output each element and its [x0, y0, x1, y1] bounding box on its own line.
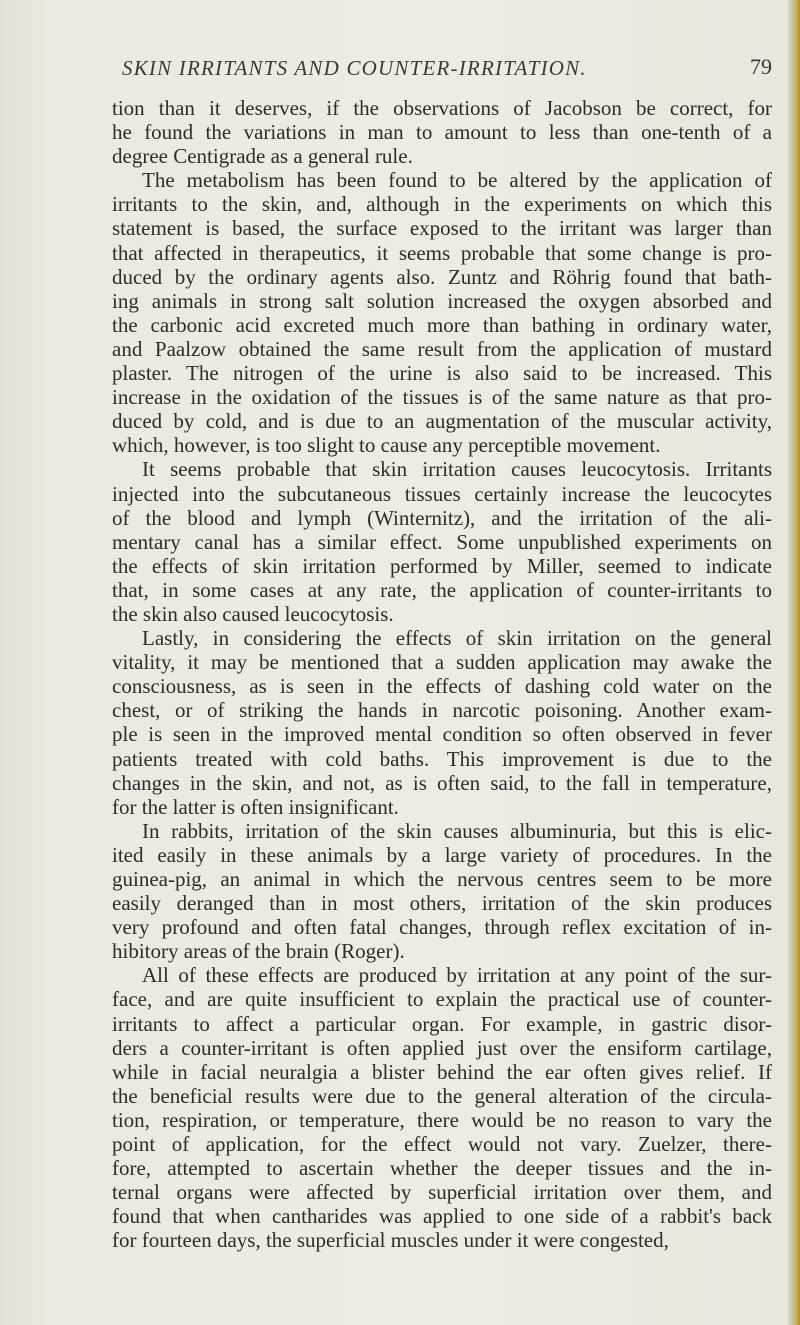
- text-line: ited easily in these animals by a large variety of procedures. In the: [112, 842, 772, 867]
- text-line: degree Centigrade as a general rule.: [112, 144, 413, 169]
- text-line: the skin also caused leucocytosis.: [112, 601, 394, 626]
- running-head: SKIN IRRITANTS AND COUNTER-IRRITATION.: [122, 56, 587, 80]
- text-line: ders a counter-irritant is often applied just over the ensiform cartilage,: [112, 1035, 772, 1060]
- text-line: vitality, it may be mentioned that a sudden application may awake the: [112, 650, 772, 675]
- text-line: injected into the subcutaneous tissues certainly increase the leucocytes: [112, 481, 772, 506]
- text-line: statement is based, the surface exposed to the irritant was larger than: [112, 216, 772, 241]
- page-number: 79: [750, 54, 772, 79]
- text-line: the effects of skin irritation performed by Miller, seemed to indicate: [112, 553, 772, 578]
- text-line: guinea-pig, an animal in which the nervous centres seem to be more: [112, 867, 772, 891]
- page-header: [112, 52, 772, 82]
- text-line: In rabbits, irritation of the skin causes albuminuria, but this is elic-: [142, 818, 772, 843]
- text-line: face, and are quite insufficient to explain the practical use of counter-: [112, 987, 772, 1012]
- text-line: It seems probable that skin irritation causes leucocytosis. Irritants: [142, 457, 772, 482]
- page-edge: [788, 0, 800, 1325]
- text-line: while in facial neuralgia a blister behind the ear often gives relief. If: [112, 1059, 772, 1084]
- text-line: that affected in therapeutics, it seems probable that some change is pro-: [112, 240, 772, 265]
- text-line: plaster. The nitrogen of the urine is also said to be increased. This: [112, 361, 772, 386]
- text-line: irritants to affect a particular organ. For example, in gastric disor-: [112, 1011, 772, 1036]
- text-line: for the latter is often insignificant.: [112, 794, 399, 819]
- text-line: duced by the ordinary agents also. Zuntz and Röhrig found that bath-: [112, 264, 772, 289]
- text-line: tion than it deserves, if the observations of Jacobson be correct, for: [112, 96, 772, 120]
- text-line: ternal organs were affected by superficial irritation over them, and: [112, 1180, 772, 1205]
- text-line: mentary canal has a similar effect. Some unpublished experiments on: [112, 529, 772, 554]
- text-line: very profound and often fatal changes, through reflex excitation of in-: [112, 915, 772, 940]
- text-line: The metabolism has been found to be altered by the application of: [142, 168, 772, 193]
- text-line: patients treated with cold baths. This improvement is due to the: [112, 746, 772, 771]
- body-text: [112, 96, 772, 1253]
- text-line: fore, attempted to ascertain whether the deeper tissues and the in-: [112, 1156, 772, 1181]
- text-line: ple is seen in the improved mental condition so often observed in fever: [112, 722, 772, 747]
- text-line: increase in the oxidation of the tissues is of the same nature as that pro-: [112, 385, 772, 410]
- text-line: chest, or of striking the hands in narcotic poisoning. Another exam-: [112, 698, 772, 723]
- text-line: hibitory areas of the brain (Roger).: [112, 939, 405, 964]
- text-line: Lastly, in considering the effects of skin irritation on the general: [142, 626, 772, 651]
- text-line: the beneficial results were due to the general alteration of the circula-: [112, 1083, 772, 1108]
- text-line: and Paalzow obtained the same result from the application of mustard: [112, 336, 772, 361]
- text-line: point of application, for the effect would not vary. Zuelzer, there-: [112, 1132, 772, 1157]
- text-line: irritants to the skin, and, although in the experiments on which this: [112, 192, 772, 217]
- text-line: which, however, is too slight to cause any perceptible movement.: [112, 433, 661, 458]
- text-line: All of these effects are produced by irritation at any point of the sur-: [142, 963, 772, 988]
- text-line: easily deranged than in most others, irritation of the skin produces: [112, 891, 772, 916]
- text-line: for fourteen days, the superficial muscles under it were congested,: [112, 1228, 669, 1253]
- text-line: found that when cantharides was applied to one side of a rabbit's back: [112, 1204, 772, 1229]
- text-line: ing animals in strong salt solution increased the oxygen absorbed and: [112, 288, 772, 313]
- text-line: consciousness, as is seen in the effects of dashing cold water on the: [112, 674, 772, 699]
- text-line: the carbonic acid excreted much more than bathing in ordinary water,: [112, 312, 772, 337]
- text-line: changes in the skin, and not, as is often said, to the fall in temperature,: [112, 770, 772, 795]
- text-line: he found the variations in man to amount to less than one-tenth of a: [112, 120, 772, 145]
- text-line: of the blood and lymph (Winternitz), and the irritation of the ali-: [112, 505, 772, 530]
- text-line: tion, respiration, or temperature, there would be no reason to vary the: [112, 1107, 772, 1132]
- text-line: duced by cold, and is due to an augmentation of the muscular activity,: [112, 409, 772, 434]
- text-line: that, in some cases at any rate, the application of counter-irritants to: [112, 577, 772, 602]
